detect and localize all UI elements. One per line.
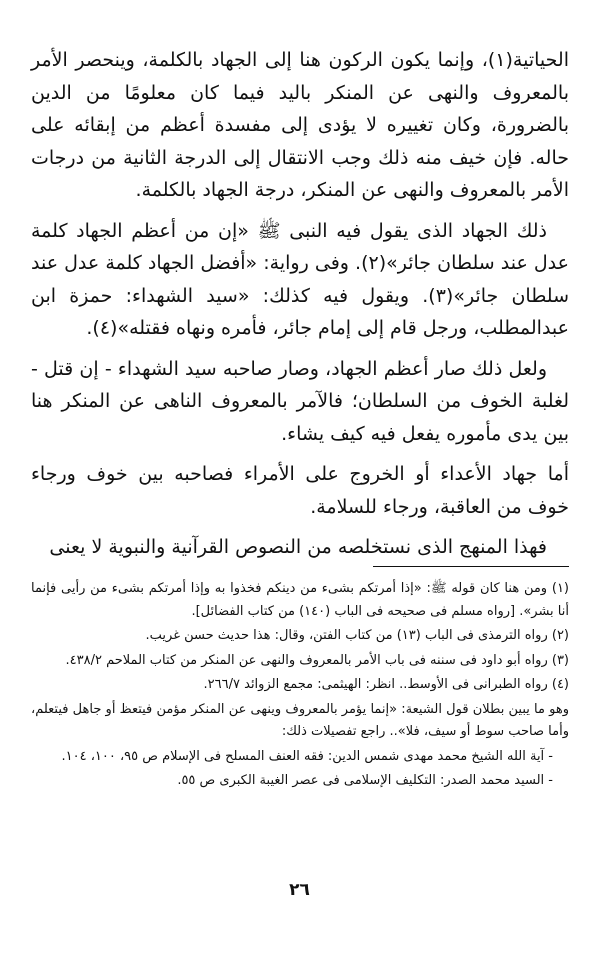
paragraph-5: فهذا المنهج الذى نستخلصه من النصوص القرآنية والنبوية لا يعنى bbox=[49, 536, 547, 558]
footnote-1: (١) ومن هنا كان قوله ﷺ: «إذا أمرتكم بشىء من دينكم فخذوا به وإذا أمرتكم بشىء من رأيى فإنما أنا بشر». [رواه مسلم فى صحيحه فى الباب (١٤٠) من كتاب الفضائل]. bbox=[31, 581, 569, 619]
paragraph-4: أما جهاد الأعداء أو الخروج على الأمراء فصاحبه بين خوف ورجاء خوف من العاقبة، ورجاء للسلامة. bbox=[31, 463, 569, 518]
footnote-ref-1: - آية الله الشيخ محمد مهدى شمس الدين: فقه العنف المسلح فى الإسلام ص ٩٥، ١٠٠، ١٠٤. bbox=[61, 748, 553, 764]
main-text bbox=[31, 44, 569, 572]
paragraph-1: الحياتية(١)، وإنما يكون الركون هنا إلى الجهاد بالكلمة، وينحصر الأمر بالمعروف والنهى عن المنكر باليد فيما كان معلومًا من الدين بالضرورة، وكان تغييره لا يؤدى إلى مفسدة أعظم من إبقائه على حاله. فإن خيف منه ذلك وجب الانتقال إلى الدرجة الثانية من درجات الأمر بالمعروف والنهى عن المنكر، درجة الجهاد بالكلمة. bbox=[31, 49, 569, 201]
footnotes bbox=[31, 578, 569, 795]
paragraph-3: ولعل ذلك صار أعظم الجهاد، وصار صاحبه سيد الشهداء - إن قتل - لغلبة الخوف من السلطان؛ فالآمر بالمعروف الناهى عن المنكر هنا بين يدى مأموره يفعل فيه كيف يشاء. bbox=[31, 357, 569, 445]
footnote-divider bbox=[373, 566, 569, 567]
footnote-2: (٢) رواه الترمذى فى الباب (١٣) من كتاب الفتن، وقال: هذا حديث حسن غريب. bbox=[145, 628, 569, 643]
footnote-4-note: وهو ما يبين بطلان قول الشيعة: «إنما يؤمر بالمعروف وينهى عن المنكر مؤمن فيتعظ أو جاهل فيتعلم، وأما صاحب سوط أو سيف، فلا».. راجع تفصيلات ذلك: bbox=[31, 701, 569, 739]
footnote-3: (٣) رواه أبو داود فى سننه فى باب الأمر بالمعروف والنهى عن المنكر من كتاب الملاحم ٤٣٨/٢. bbox=[65, 652, 569, 668]
footnote-4: (٤) رواه الطبرانى فى الأوسط.. انظر: الهيثمى: مجمع الزوائد ٢٦٦/٧. bbox=[203, 677, 569, 692]
page-number: ٢٦ bbox=[289, 880, 310, 900]
footnote-ref-2: - السيد محمد الصدر: التكليف الإسلامى فى عصر الغيبة الكبرى ص ٥٥. bbox=[177, 773, 553, 788]
paragraph-2: ذلك الجهاد الذى يقول فيه النبى ﷺ «إن من أعظم الجهاد كلمة عدل عند سلطان جائر»(٢). وفى رواية: «أفضل الجهاد كلمة عدل عند سلطان جائر»(٣). ويقول فيه كذلك: «سيد الشهداء: حمزة ابن عبدالمطلب، ورجل قام إلى إمام جائر، فأمره ونهاه فقتله»(٤). bbox=[31, 219, 570, 339]
